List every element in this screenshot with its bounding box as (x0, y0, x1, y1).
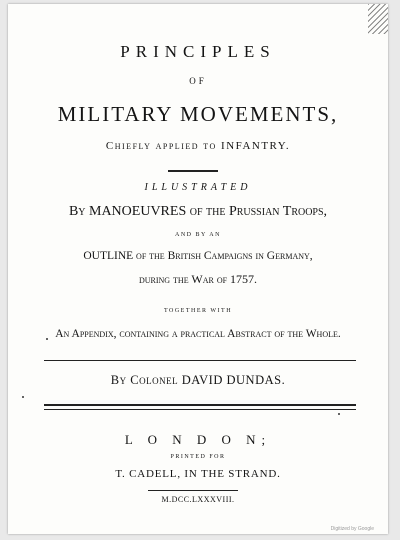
appendix-line: An Appendix, containing a practical Abstract of the Whole. (55, 328, 341, 340)
ink-speck (338, 413, 340, 415)
publication-date: M.DCC.LXXXVIII. (161, 495, 235, 504)
and-by-an-line: AND BY AN (175, 232, 221, 238)
page-corner-mark (368, 4, 388, 34)
imprint-city: L O N D O N; (124, 432, 272, 447)
author-line: By Colonel DAVID DUNDAS. (110, 373, 286, 387)
ornamental-rule (168, 170, 218, 172)
during-war-line: during the War of 1757. (138, 272, 258, 286)
illustrated-heading: ILLUSTRATED (144, 182, 252, 193)
title-page (8, 4, 388, 534)
divider-double-bottom (44, 409, 356, 410)
digitized-by-google-mark: Digitized by Google (330, 526, 374, 532)
title-of: OF (189, 76, 207, 86)
date-rule (148, 490, 238, 491)
title-principles: PRINCIPLES (120, 42, 276, 61)
ink-speck (46, 338, 48, 340)
title-military-movements: MILITARY MOVEMENTS, (57, 102, 339, 126)
printed-for-line: PRINTED FOR (170, 454, 226, 460)
ink-speck (22, 396, 24, 398)
divider-double-top (44, 404, 356, 406)
outline-line: OUTLINE of the British Campaigns in Germany, (83, 250, 313, 262)
together-with-line: TOGETHER WITH (163, 308, 233, 314)
manoeuvres-line: By MANOEUVRES of the Prussian Troops, (68, 204, 328, 219)
publisher-line: T. CADELL, IN THE STRAND. (115, 468, 281, 480)
subtitle-infantry: Chiefly applied to INFANTRY. (105, 140, 291, 152)
divider-top (44, 360, 356, 361)
